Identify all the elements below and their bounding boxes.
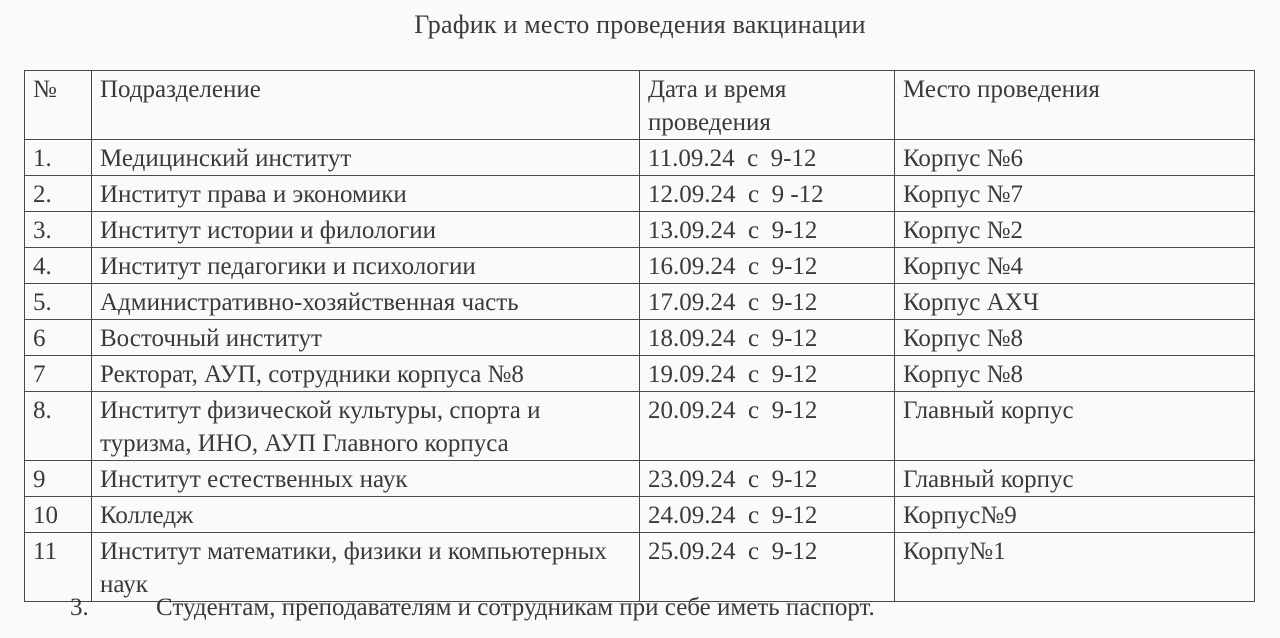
row-datetime: 20.09.24 с 9-12 (640, 392, 895, 461)
row-num: 4. (25, 248, 92, 284)
table-row (25, 320, 1255, 356)
row-division: Ректорат, АУП, сотрудники корпуса №8 (92, 356, 640, 392)
row-division: Институт педагогики и психологии (92, 248, 640, 284)
row-place: Корпус№9 (895, 497, 1255, 533)
row-place: Корпус №7 (895, 176, 1255, 212)
table-row (25, 140, 1255, 176)
row-num: 11 (25, 533, 92, 602)
footer-note (70, 594, 875, 622)
header-num: № (25, 71, 92, 140)
header-division: Подразделение (92, 71, 640, 140)
table-row (25, 497, 1255, 533)
row-datetime: 24.09.24 с 9-12 (640, 497, 895, 533)
table-row (25, 284, 1255, 320)
table-row (25, 176, 1255, 212)
table-header-row (25, 71, 1255, 140)
table-row (25, 533, 1255, 602)
row-num: 2. (25, 176, 92, 212)
row-datetime: 12.09.24 с 9 -12 (640, 176, 895, 212)
vaccination-schedule-table (24, 70, 1255, 602)
row-division: Медицинский институт (92, 140, 640, 176)
row-num: 5. (25, 284, 92, 320)
row-division: Восточный институт (92, 320, 640, 356)
table-row (25, 356, 1255, 392)
row-place: Корпу№1 (895, 533, 1255, 602)
footer-number: 3. (70, 594, 89, 621)
row-division: Колледж (92, 497, 640, 533)
row-place: Корпус №8 (895, 356, 1255, 392)
row-division: Институт физической культуры, спорта и туризма, ИНО, АУП Главного корпуса (92, 392, 640, 461)
row-datetime: 16.09.24 с 9-12 (640, 248, 895, 284)
row-division: Административно-хозяйственная часть (92, 284, 640, 320)
row-datetime: 11.09.24 с 9-12 (640, 140, 895, 176)
row-place: Главный корпус (895, 392, 1255, 461)
row-division: Институт естественных наук (92, 461, 640, 497)
row-datetime: 25.09.24 с 9-12 (640, 533, 895, 602)
row-num: 10 (25, 497, 92, 533)
table-row (25, 392, 1255, 461)
row-division: Институт математики, физики и компьютерных наук (92, 533, 640, 602)
row-place: Корпус АХЧ (895, 284, 1255, 320)
table-row (25, 461, 1255, 497)
row-num: 8. (25, 392, 92, 461)
row-place: Корпус №6 (895, 140, 1255, 176)
row-num: 6 (25, 320, 92, 356)
row-place: Корпус №4 (895, 248, 1255, 284)
row-place: Главный корпус (895, 461, 1255, 497)
row-place: Корпус №8 (895, 320, 1255, 356)
row-datetime: 19.09.24 с 9-12 (640, 356, 895, 392)
document-title: График и место проведения вакцинации (414, 10, 866, 39)
row-datetime: 17.09.24 с 9-12 (640, 284, 895, 320)
table-row (25, 212, 1255, 248)
row-datetime: 18.09.24 с 9-12 (640, 320, 895, 356)
row-num: 9 (25, 461, 92, 497)
row-num: 3. (25, 212, 92, 248)
row-datetime: 13.09.24 с 9-12 (640, 212, 895, 248)
footer-text: Студентам, преподавателям и сотрудникам при себе иметь паспорт. (156, 594, 875, 621)
table-row (25, 248, 1255, 284)
header-datetime: Дата и время проведения (640, 71, 895, 140)
row-num: 1. (25, 140, 92, 176)
row-place: Корпус №2 (895, 212, 1255, 248)
row-datetime: 23.09.24 с 9-12 (640, 461, 895, 497)
header-place: Место проведения (895, 71, 1255, 140)
row-division: Институт права и экономики (92, 176, 640, 212)
row-num: 7 (25, 356, 92, 392)
row-division: Институт истории и филологии (92, 212, 640, 248)
